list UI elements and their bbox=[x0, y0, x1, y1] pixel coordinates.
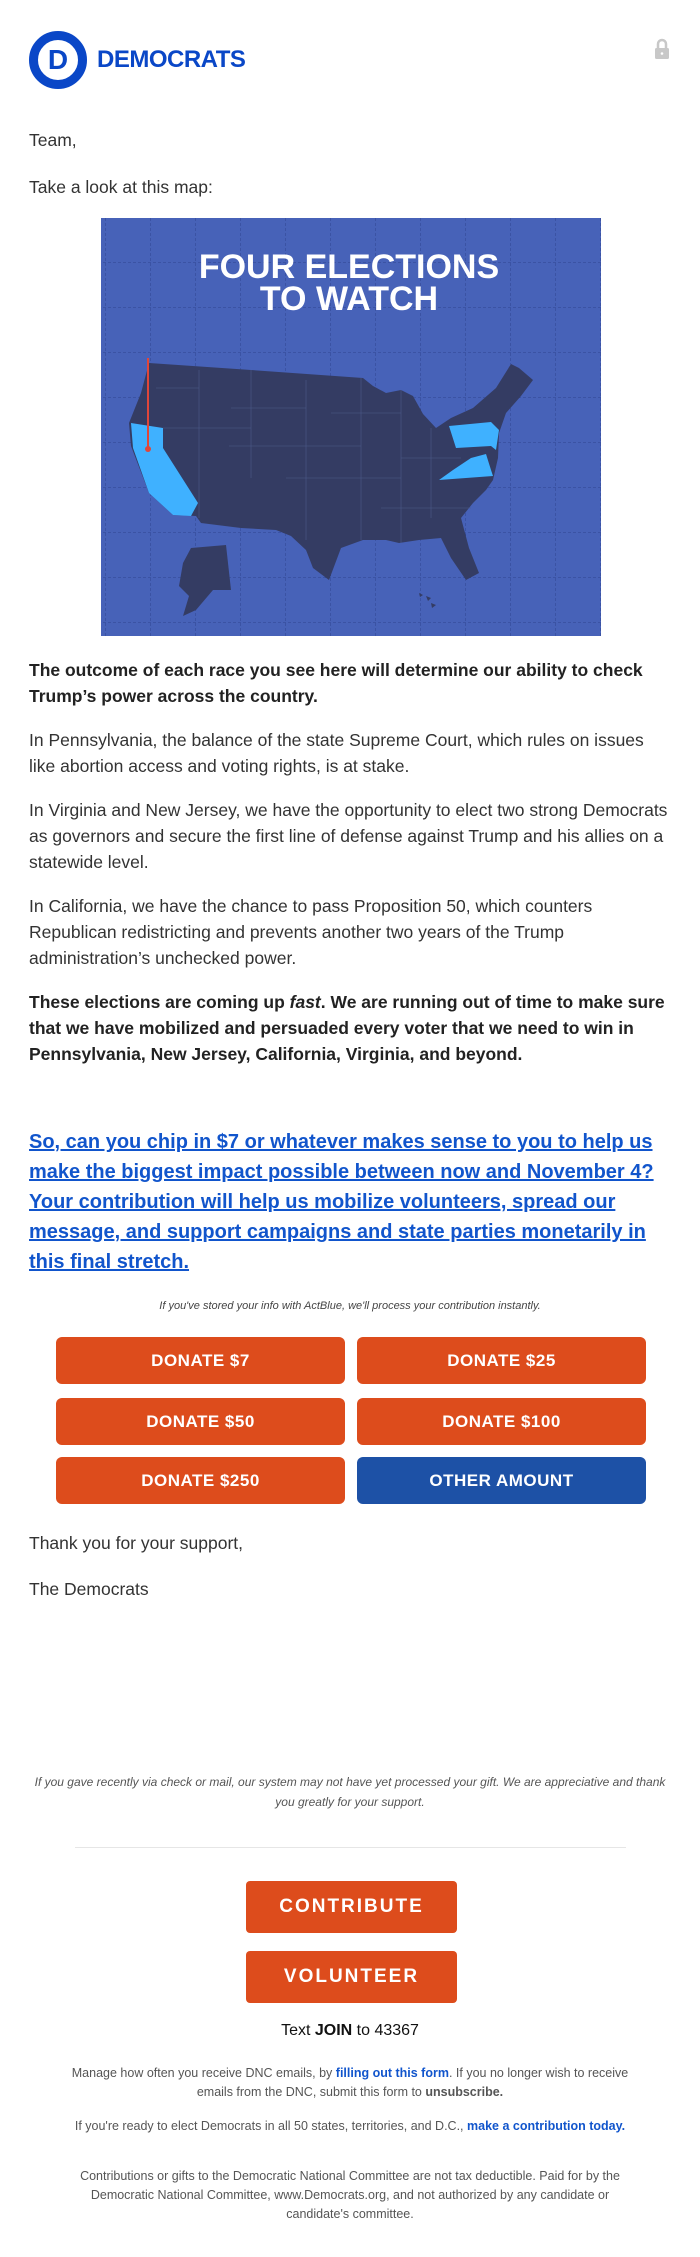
donate-7-button[interactable]: DONATE $7 bbox=[56, 1337, 345, 1384]
pennsylvania-newjersey-highlight bbox=[449, 422, 499, 450]
donate-100-button[interactable]: DONATE $100 bbox=[357, 1398, 646, 1445]
donate-ask-link[interactable]: So, can you chip in $7 or whatever makes sense to you to help us make the biggest impact possible between now and November 4? Your contribution will help us mobilize volunteers, spread our message, and support campaigns and state parties monetarily in this final stretch. bbox=[29, 1131, 654, 1273]
donate-250-button[interactable]: DONATE $250 bbox=[56, 1457, 345, 1504]
lock-icon bbox=[654, 38, 670, 60]
paragraph-pennsylvania: In Pennsylvania, the balance of the state Supreme Court, which rules on issues like abortion access and voting rights, is at stake. bbox=[29, 730, 644, 776]
ready-text: If you're ready to elect Democrats in all 50 states, territories, and D.C., make a contribution today. bbox=[74, 2119, 626, 2133]
unsubscribe-link[interactable]: unsubscribe. bbox=[425, 2085, 504, 2099]
intro-text: Take a look at this map: bbox=[29, 177, 213, 197]
disclaimer: Contributions or gifts to the Democratic National Committee are not tax deductible. Paid for by the Democratic National Committee, www.Democrats.org, and not authorized by any candidate or candidate's committee. bbox=[80, 2169, 620, 2221]
text-join: Text JOIN to 43367 bbox=[281, 2022, 419, 2039]
logo-text: DEMOCRATS bbox=[97, 46, 246, 73]
map-title-line1: FOUR ELECTIONS bbox=[198, 248, 500, 286]
greeting: Team, bbox=[29, 130, 77, 150]
actblue-note: If you've stored your info with ActBlue, we'll process your contribution instantly. bbox=[159, 1300, 541, 1312]
map-pointer-dot bbox=[145, 446, 151, 452]
manage-emails-text: Manage how often you receive DNC emails, by filling out this form. If you no longer wish to receive emails from the DNC, submit this form to unsubscribe. bbox=[71, 2066, 629, 2099]
paragraph-california: In California, we have the chance to pass Proposition 50, which counters Republican redistricting and prevents another two years of the Trump administration’s unchecked power. bbox=[29, 896, 593, 968]
check-mail-note: If you gave recently via check or mail, our system may not have yet processed your gift. We are appreciative and thank you greatly for your support. bbox=[34, 1775, 666, 1809]
paragraph-virginia-nj: In Virginia and New Jersey, we have the opportunity to elect two strong Democrats as governors and secure the first line of defense against Trump and his allies on a statewide level. bbox=[29, 800, 668, 872]
contribute-button[interactable]: CONTRIBUTE bbox=[246, 1881, 457, 1933]
donate-25-button[interactable]: DONATE $25 bbox=[357, 1337, 646, 1384]
donate-50-button[interactable]: DONATE $50 bbox=[56, 1398, 345, 1445]
signature: The Democrats bbox=[29, 1579, 149, 1599]
manage-form-link[interactable]: filling out this form bbox=[335, 2066, 449, 2080]
logo-d-icon: D bbox=[29, 31, 87, 89]
other-amount-button[interactable]: OTHER AMOUNT bbox=[357, 1457, 646, 1504]
urgent-paragraph: These elections are coming up fast. We are running out of time to make sure that we have mobilized and persuaded every voter that we need to win in Pennsylvania, New Jersey, California, Virginia, and beyond. bbox=[29, 992, 665, 1064]
bold-intro: The outcome of each race you see here will determine our ability to check Trump’s power across the country. bbox=[29, 660, 643, 706]
make-contribution-link[interactable]: make a contribution today. bbox=[467, 2119, 626, 2133]
elections-map-image bbox=[100, 218, 602, 636]
map-title-line2: TO WATCH bbox=[259, 280, 439, 318]
democrats-logo[interactable] bbox=[29, 31, 245, 89]
volunteer-button[interactable]: VOLUNTEER bbox=[246, 1951, 457, 2003]
thanks-text: Thank you for your support, bbox=[29, 1533, 243, 1553]
divider bbox=[75, 1847, 626, 1848]
